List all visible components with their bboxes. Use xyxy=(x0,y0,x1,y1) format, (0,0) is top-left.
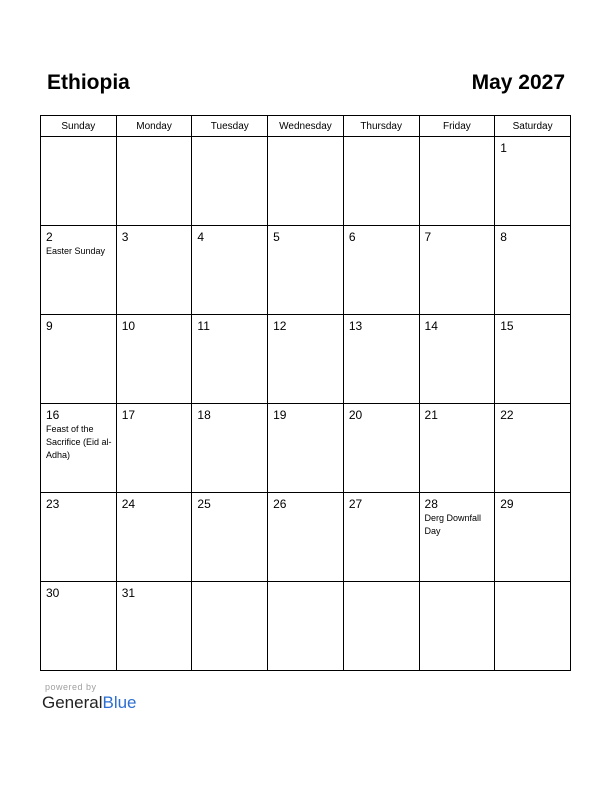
day-cell xyxy=(419,137,495,226)
day-number: 18 xyxy=(197,408,211,422)
day-number: 12 xyxy=(273,319,287,333)
day-cell xyxy=(268,137,344,226)
day-number: 10 xyxy=(121,319,136,333)
day-cell xyxy=(116,404,192,493)
day-number: 8 xyxy=(500,230,507,244)
day-number: 23 xyxy=(46,497,60,511)
day-cell xyxy=(268,226,344,315)
day-number: 3 xyxy=(121,230,129,244)
holiday-label: Feast of the Sacrifice (Eid al-Adha) xyxy=(46,424,112,460)
day-cell xyxy=(419,582,495,671)
day-number: 27 xyxy=(348,497,363,511)
day-number: 30 xyxy=(46,586,60,600)
day-number: 17 xyxy=(121,408,136,422)
day-number: 11 xyxy=(197,319,210,333)
day-cell xyxy=(116,137,192,226)
brand-general: General xyxy=(42,693,103,712)
day-number: 6 xyxy=(348,230,356,244)
week-row xyxy=(41,493,571,582)
day-cell xyxy=(268,493,344,582)
day-cell xyxy=(343,226,419,315)
day-number: 20 xyxy=(348,408,363,422)
day-cell xyxy=(41,137,117,226)
week-row xyxy=(41,226,571,315)
day-number: 5 xyxy=(273,230,280,244)
month-year-title: May 2027 xyxy=(471,71,565,94)
day-number: 21 xyxy=(424,408,438,422)
day-number: 15 xyxy=(500,319,514,333)
day-number: 4 xyxy=(197,230,205,244)
day-cell xyxy=(192,137,268,226)
day-cell xyxy=(41,226,117,315)
day-cell xyxy=(192,226,268,315)
day-cell xyxy=(343,582,419,671)
day-number: 13 xyxy=(348,319,363,333)
day-cell xyxy=(343,137,419,226)
brand-blue: Blue xyxy=(102,693,137,712)
week-row xyxy=(41,137,571,226)
day-number: 31 xyxy=(121,586,136,600)
week-row xyxy=(41,315,571,404)
day-cell xyxy=(343,493,419,582)
day-cell xyxy=(343,315,419,404)
day-cell xyxy=(41,404,117,493)
day-cell xyxy=(41,493,117,582)
day-cell xyxy=(192,582,268,671)
week-row xyxy=(41,582,571,671)
day-cell xyxy=(268,582,344,671)
weekday-friday: Friday xyxy=(419,116,495,137)
day-cell xyxy=(268,404,344,493)
day-number: 1 xyxy=(500,141,507,155)
weekday-sunday: Sunday xyxy=(41,116,117,137)
holiday-label: Derg Downfall Day xyxy=(424,513,482,536)
day-number: 24 xyxy=(121,497,136,511)
weekday-monday: Monday xyxy=(116,116,192,137)
day-cell xyxy=(116,315,192,404)
day-number: 25 xyxy=(197,497,211,511)
day-cell xyxy=(495,137,571,226)
day-number: 26 xyxy=(273,497,287,511)
day-cell xyxy=(343,404,419,493)
day-cell xyxy=(41,315,117,404)
holiday-label: Easter Sunday xyxy=(46,246,106,256)
day-cell xyxy=(495,226,571,315)
weekday-thursday: Thursday xyxy=(343,116,419,137)
powered-by-text: powered by xyxy=(45,682,97,692)
day-cell xyxy=(192,493,268,582)
day-cell xyxy=(495,315,571,404)
day-cell xyxy=(268,315,344,404)
day-number: 28 xyxy=(424,497,438,511)
weekday-header-row xyxy=(41,116,571,137)
day-number: 14 xyxy=(424,319,438,333)
day-cell xyxy=(192,315,268,404)
calendar-grid xyxy=(40,115,571,671)
country-title: Ethiopia xyxy=(47,71,130,94)
day-number: 22 xyxy=(500,408,514,422)
week-row xyxy=(41,404,571,493)
day-number: 2 xyxy=(46,230,53,244)
day-cell xyxy=(419,226,495,315)
day-cell xyxy=(116,226,192,315)
day-number: 19 xyxy=(273,408,287,422)
day-cell xyxy=(116,582,192,671)
weekday-tuesday: Tuesday xyxy=(192,116,268,137)
day-cell xyxy=(419,404,495,493)
generalblue-logo[interactable] xyxy=(42,693,137,713)
weekday-saturday: Saturday xyxy=(495,116,571,137)
day-number: 16 xyxy=(46,408,60,422)
day-number: 7 xyxy=(424,230,432,244)
day-number: 29 xyxy=(500,497,514,511)
day-cell xyxy=(116,493,192,582)
day-cell xyxy=(192,404,268,493)
day-cell xyxy=(419,493,495,582)
day-cell xyxy=(419,315,495,404)
day-cell xyxy=(495,404,571,493)
day-cell xyxy=(495,582,571,671)
weekday-wednesday: Wednesday xyxy=(268,116,344,137)
day-cell xyxy=(495,493,571,582)
day-number: 9 xyxy=(46,319,53,333)
day-cell xyxy=(41,582,117,671)
